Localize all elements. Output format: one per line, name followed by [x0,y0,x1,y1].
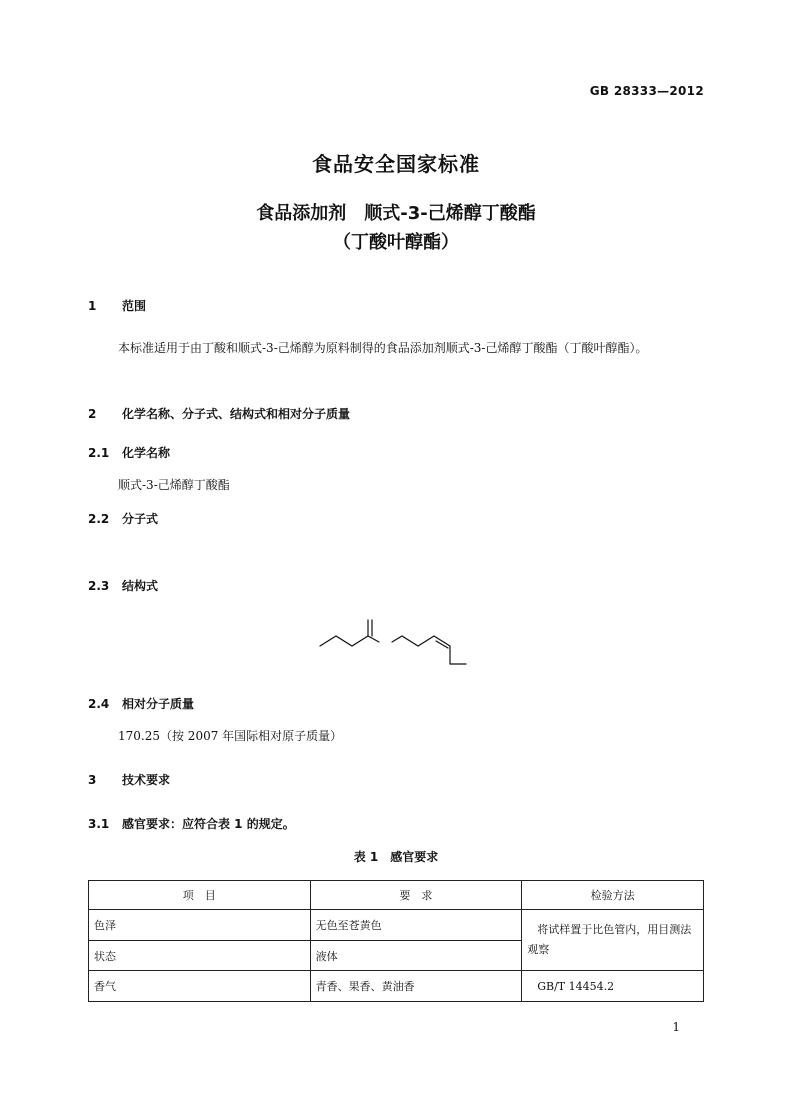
ethyl-tail [450,646,466,664]
chemical-name: 顺式-3-己烯醇丁酸酯 [118,478,230,492]
section-title: 感官要求：应符合表 1 的规定。 [122,817,295,831]
table-row [89,910,704,941]
molecular-weight: 170.25（按 2007 年国际相对原子质量） [118,729,343,743]
section-number: 2.3 [88,579,110,593]
section-number: 2 [88,407,97,421]
table-row [89,971,704,1002]
table-header-row [89,881,704,910]
section-2-heading [88,405,350,422]
row-item: 香气 [89,971,311,1002]
section-number: 2.4 [88,697,110,711]
section-2-2-heading [88,510,158,527]
section-1-heading [88,297,146,314]
row-requirement: 青香、果香、黄油香 [310,971,522,1002]
section-number: 1 [88,299,97,313]
molecular-formula [118,541,120,557]
section-title: 分子式 [122,512,159,526]
row-requirement: 无色至苍黄色 [310,910,522,941]
row-method: GB/T 14454.2 [522,971,704,1002]
section-number: 3 [88,773,97,787]
section-3-heading [88,771,170,788]
section-number: 2.1 [88,446,110,460]
section-2-4-heading [88,695,194,712]
table-caption: 表 1 感官要求 [353,850,439,864]
section-title: 化学名称 [122,446,171,460]
section-3-1-heading [88,815,295,832]
document-subtitle: 食品添加剂 顺式-3-己烯醇丁酸酯 [256,203,536,224]
cis-double-bond-inner [436,641,448,648]
row-item: 色泽 [89,910,311,941]
column-header-item: 项 目 [89,881,311,910]
standard-code: GB 28333—2012 [589,84,704,98]
section-number: 3.1 [88,817,110,831]
row-method-merged: 将试样置于比色管内，用目测法观察 [522,910,704,971]
row-requirement: 液体 [310,940,522,971]
sensory-requirements-table [88,880,704,1002]
section-2-3-heading [88,577,158,594]
document-subtitle-alias: （丁酸叶醇酯） [333,232,459,253]
section-2-1-heading [88,444,170,461]
butyl-chain [320,636,368,646]
column-header-method: 检验方法 [522,881,704,910]
section-title: 结构式 [122,579,159,593]
section-title: 范围 [122,299,147,313]
document-title: 食品安全国家标准 [312,152,480,176]
section-title: 化学名称、分子式、结构式和相对分子质量 [122,407,351,421]
structural-formula [312,604,482,670]
section-title: 相对分子质量 [122,697,195,711]
column-header-requirement: 要 求 [310,881,522,910]
row-item: 状态 [89,940,311,971]
section-title: 技术要求 [122,773,171,787]
page-number: 1 [672,1020,680,1034]
hexenyl-chain [392,636,434,646]
scope-paragraph: 本标准适用于由丁酸和顺式-3-己烯醇为原料制得的食品添加剂顺式-3-己烯醇丁酸酯（丁酸叶醇酯）。 [118,341,648,355]
section-number: 2.2 [88,512,110,526]
ester-bond [368,636,379,642]
